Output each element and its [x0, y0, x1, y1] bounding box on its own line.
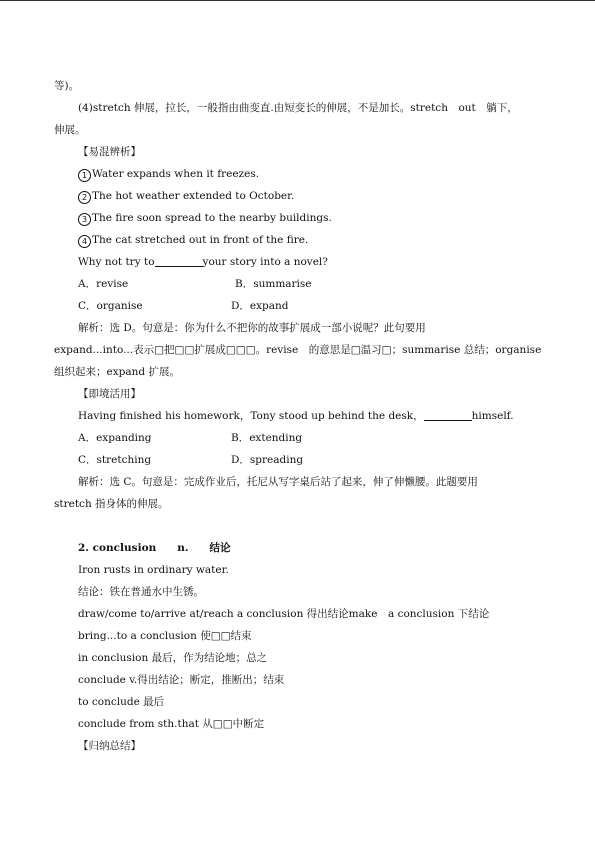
text-line: to conclude 最后 [78, 696, 165, 708]
option-b: B．summarise [235, 278, 312, 290]
section-heading: 【即境活用】 [78, 388, 141, 400]
question-stem [78, 410, 514, 423]
explanation-line: 组织起来；expand 扩展。 [54, 366, 180, 378]
question-text: himself. [471, 410, 514, 422]
explanation-line: 解析：选 C。句意是：完成作业后，托尼从写字桌后站了起来，伸了伸懒腰。此题要用 [78, 476, 478, 488]
answer-blank [155, 256, 203, 267]
text-line: draw/come to/arrive at/reach a conclusion 得出结论make a conclusion 下结论 [78, 608, 490, 620]
option-d: D．spreading [231, 454, 304, 466]
text-line: conclude v.得出结论；断定，推断出；结束 [78, 674, 285, 686]
option-a: A．revise [78, 278, 129, 290]
page-top-rule [0, 0, 595, 1]
text-line: conclude from sth.that 从□□中断定 [78, 718, 265, 730]
example-item [78, 212, 332, 226]
circled-number-2: 2 [78, 191, 91, 204]
option-a: A．expanding [78, 432, 152, 444]
circled-number-4: 4 [78, 235, 91, 248]
section-heading: 【归纳总结】 [78, 740, 141, 752]
circled-number-3: 3 [78, 213, 91, 226]
example-text: The cat stretched out in front of the fire. [92, 234, 309, 246]
circled-number-1: 1 [78, 169, 91, 182]
example-text: Water expands when it freezes. [92, 168, 260, 180]
explanation-line: 解析：选 D。句意是：你为什么不把你的故事扩展成一部小说呢？此句要用 [78, 322, 426, 334]
text-line: 结论：铁在普通水中生锈。 [78, 586, 204, 598]
text-line: 等)。 [54, 80, 80, 92]
option-c: C．stretching [78, 454, 152, 466]
text-line: Iron rusts in ordinary water. [78, 564, 229, 576]
explanation-line: stretch 指身体的伸展。 [54, 498, 169, 510]
option-c: C．organise [78, 300, 143, 312]
text-line: (4)stretch 伸展，拉长，一般指由曲变直.由短变长的伸展，不是加长。stretch out 躺下， [78, 102, 518, 114]
explanation-line: expand...into...表示□把□□扩展成□□□。revise 的意思是□温习□；summarise 总结；organise [54, 344, 542, 356]
section-heading: 【易混辨析】 [78, 146, 141, 158]
example-text: The hot weather extended to October. [92, 190, 295, 202]
text-line: bring...to a conclusion 使□□结束 [78, 630, 252, 642]
entry-heading: 2. conclusion n. 结论 [78, 542, 231, 554]
example-item [78, 168, 259, 182]
option-b: B．extending [231, 432, 303, 444]
question-text: your story into a novel? [202, 256, 328, 268]
example-item [78, 190, 294, 204]
example-text: The fire soon spread to the nearby buildings. [92, 212, 332, 224]
answer-blank [424, 410, 472, 421]
example-item [78, 234, 308, 248]
question-text: Why not try to [78, 256, 155, 268]
question-stem [78, 256, 328, 269]
text-line: 伸展。 [54, 124, 86, 136]
option-d: D．expand [231, 300, 289, 312]
question-text: Having finished his homework，Tony stood up behind the desk， [78, 410, 424, 422]
text-line: in conclusion 最后，作为结论地；总之 [78, 652, 268, 664]
